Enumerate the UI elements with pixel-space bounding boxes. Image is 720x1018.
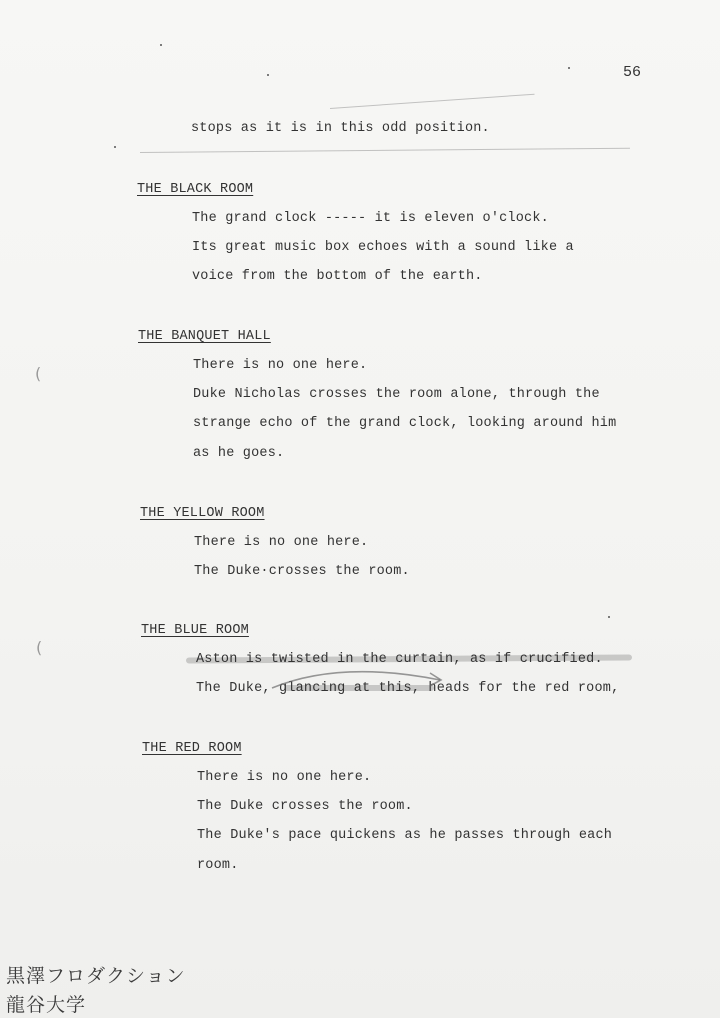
heading-blue-room: THE BLUE ROOM	[141, 623, 249, 638]
banquet-hall-line-1: There is no one here.	[193, 358, 368, 373]
watermark-line-2: 龍谷大学	[6, 994, 87, 1016]
yellow-room-line-2: The Duke·crosses the room.	[194, 564, 410, 579]
blue-room-line-1: Aston is twisted in the curtain, as if crucified.	[196, 652, 603, 667]
heading-yellow-room: THE YELLOW ROOM	[140, 506, 265, 521]
black-room-line-1: The grand clock ----- it is eleven o'clock.	[192, 211, 549, 226]
blue-room-line-2: The Duke, glancing at this, heads for the red room,	[196, 681, 620, 696]
banquet-hall-line-2: Duke Nicholas crosses the room alone, through the	[193, 387, 600, 402]
banquet-hall-line-3: strange echo of the grand clock, looking around him	[193, 416, 617, 431]
black-room-line-3: voice from the bottom of the earth.	[192, 269, 483, 284]
banquet-hall-line-4: as he goes.	[193, 446, 285, 461]
intro-line: stops as it is in this odd position.	[191, 121, 490, 136]
yellow-room-line-1: There is no one here.	[194, 535, 369, 550]
red-room-line-3: The Duke's pace quickens as he passes through each	[197, 828, 613, 843]
black-room-line-2: Its great music box echoes with a sound like a	[192, 240, 574, 255]
page-number: 56	[623, 64, 642, 81]
red-room-line-1: There is no one here.	[197, 770, 372, 785]
heading-red-room: THE RED ROOM	[142, 741, 242, 756]
margin-mark: (	[36, 638, 43, 657]
heading-banquet-hall: THE BANQUET HALL	[138, 329, 271, 344]
red-room-line-2: The Duke crosses the room.	[197, 799, 413, 814]
margin-mark: (	[35, 364, 42, 383]
watermark-line-1: 黒澤フロダクション	[6, 965, 186, 987]
red-room-line-4: room.	[197, 858, 239, 873]
heading-black-room: THE BLACK ROOM	[137, 182, 254, 197]
